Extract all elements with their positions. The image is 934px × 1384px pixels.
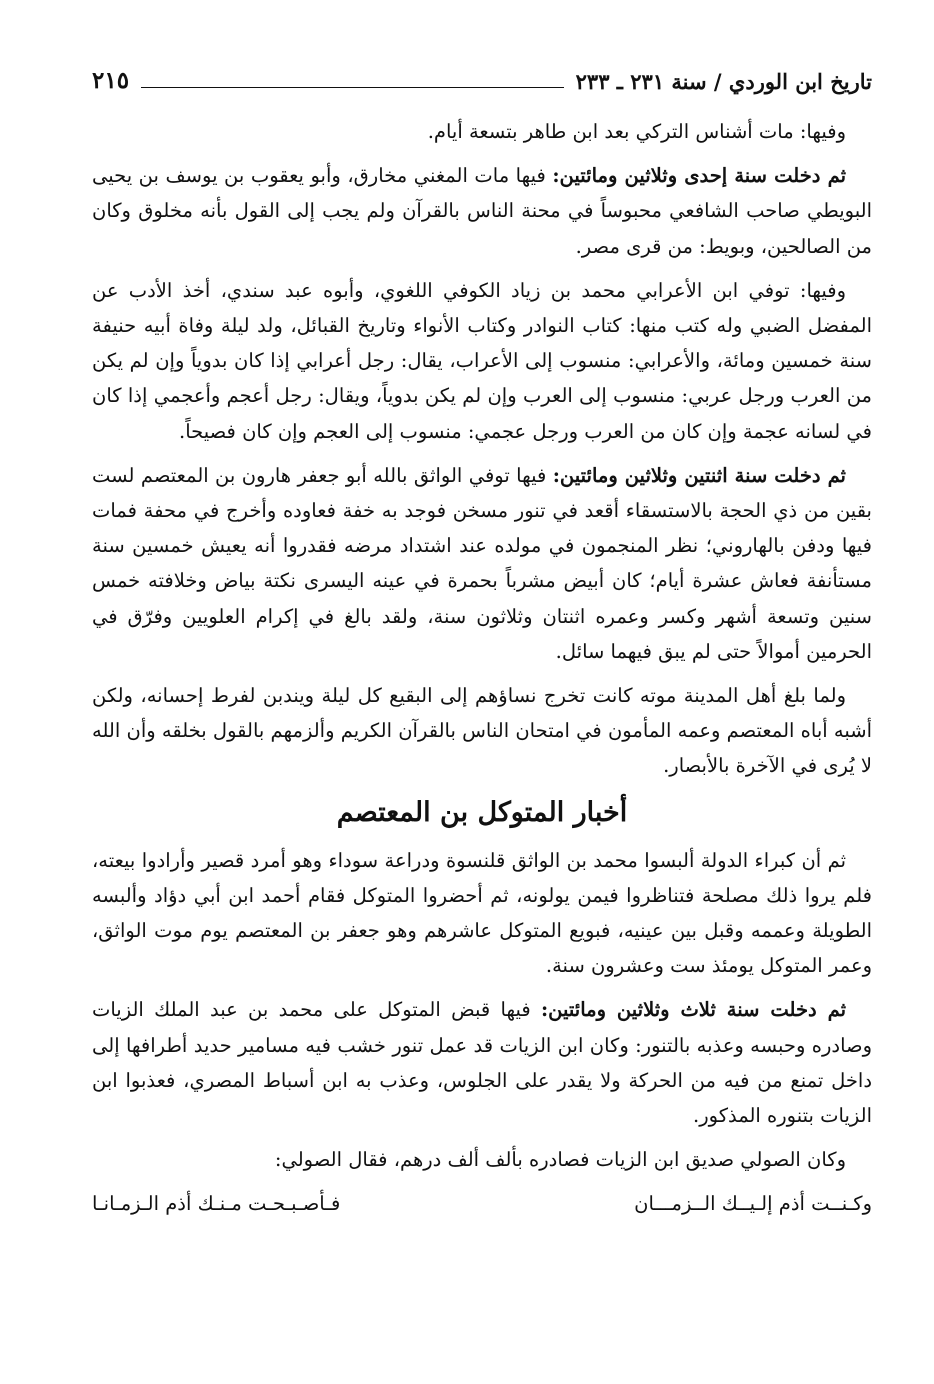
verse-first-hemistich: وكـنــت أذم إلـيــك الــزمـــان: [634, 1192, 872, 1216]
poetry-verse: [92, 1186, 872, 1221]
section-title: أخبار المتوكل بن المعتصم: [336, 796, 628, 828]
running-title: تاريخ ابن الوردي / سنة ٢٣١ ـ ٢٣٣: [575, 69, 872, 94]
paragraph-text: ثم أن كبراء الدولة ألبسوا محمد بن الواثق قلنسوة ودراعة سوداء وهو أمرد قصير وأرادوا بيعته، فلم يروا ذلك مصلحة فتناظروا فيمن يولونه، ثم أحضروا المتوكل فقام أحمد ابن أبي دؤاد وألبسه الطويلة وعممه وقبل بين عينيه، فبويع المتوكل عاشرهم وهو جعفر بن المعتصم يوم موت الواثق، وعمر المتوكل يومئذ ست وعشرون سنة.: [92, 848, 872, 978]
header-rule: [141, 87, 564, 88]
paragraph-text: وفيها: مات أشناس التركي بعد ابن طاهر بتسعة أيام.: [427, 120, 846, 143]
paragraph-text: ولما بلغ أهل المدينة موته كانت تخرج نساؤهم إلى البقيع كل ليلة ويندبن لفرط إحسانه، ولكن أشبه أباه المعتصم وعمه المأمون في امتحان الناس بالقرآن الكريم وألزمهم بالقول بخلقه وأن الله لا يُرى في الآخرة بالأبصار.: [92, 684, 872, 778]
paragraph: [92, 273, 872, 449]
year-heading: ثم دخلت سنة ثلاث وثلاثين ومائتين:: [540, 998, 847, 1022]
paragraph-text: فيها مات المغني مخارق، وأبو يعقوب بن يوسف بن يحيى البويطي صاحب الشافعي محبوساً في محنة الناس بالقرآن ولم يجب إلى القول بأنه مخلوق وكان من الصالحين، وبويط: من قرى مصر.: [92, 164, 872, 258]
paragraph: [92, 458, 872, 669]
paragraph-text: فيها قبض المتوكل على محمد بن عبد الملك الزيات وصادره وحبسه وعذبه بالتنور: وكان ابن الزيات قد عمل تنور خشب فيه مسامير حديد أطرافها إلى داخل تمنع من فيه من الحركة ولا يقدر على الجلوس، وعذب به ابن أسباط المصري، فعذبوا ابن الزيات بتنوره المذكور.: [92, 998, 872, 1128]
paragraph: [92, 1142, 872, 1177]
paragraph: [92, 992, 872, 1133]
paragraph-text: وفيها: توفي ابن الأعرابي محمد بن زياد الكوفي اللغوي، وأبوه عبد سندي، أخذ الأدب عن المفضل الضبي وله كتب منها: كتاب النوادر وكتاب الأنواء وتاريخ القبائل، ولد ليلة وفاة أبيه حنيفة سنة خمسين ومائة، والأعرابي: منسوب إلى الأعراب، يقال: رجل أعرابي إذا كان بدوياً وإن لم يكن من العرب ورجل عربي: منسوب إلى العرب وإن لم يكن بدوياً، ويقال: رجل أعجم وأعجمي إذا كان في لسانه عجمة وإن كان من العرب ورجل عجمي: منسوب إلى العجم وإن كان فصيحاً.: [92, 278, 872, 443]
paragraph: [92, 158, 872, 264]
page-number: ٢١٥: [92, 67, 130, 94]
paragraph-text: فيها توفي الواثق بالله أبو جعفر هارون بن المعتصم لست بقين من ذي الحجة بالاستسقاء أقعد في تنور مسخن فوجد به خفة فعاوده وأخرج في محفة فمات فيها ودفن بالهاروني؛ نظر المنجمون في مولده عند اشتداد مرضه فقدروا أنه يعيش خمسين سنة مستأنفة فعاش عشرة أيام؛ كان أبيض مشرباً بحمرة في عينه اليسرى نكتة بياض وخلافته خمس سنين وتسعة أشهر وكسر وعمره اثنتان وثلاثون سنة، ولقد بالغ في إكرام العلويين وفرّق في الحرمين أموالاً حتى لم يبق فيهما سائل.: [92, 463, 872, 663]
running-header: [92, 60, 872, 96]
year-heading: ثم دخلت سنة إحدى وثلاثين ومائتين:: [552, 164, 847, 188]
year-heading: ثم دخلت سنة اثنتين وثلاثين ومائتين:: [552, 463, 846, 487]
page-body: [92, 114, 872, 1221]
verse-second-hemistich: فـأصـبـحـت مـنـك أذم الـزمـانـا: [92, 1192, 341, 1216]
paragraph: [92, 114, 872, 149]
paragraph: [92, 678, 872, 784]
paragraph-text: وكان الصولي صديق ابن الزيات فصادره بألف ألف درهم، فقال الصولي:: [274, 1148, 846, 1172]
paragraph: [92, 843, 872, 984]
